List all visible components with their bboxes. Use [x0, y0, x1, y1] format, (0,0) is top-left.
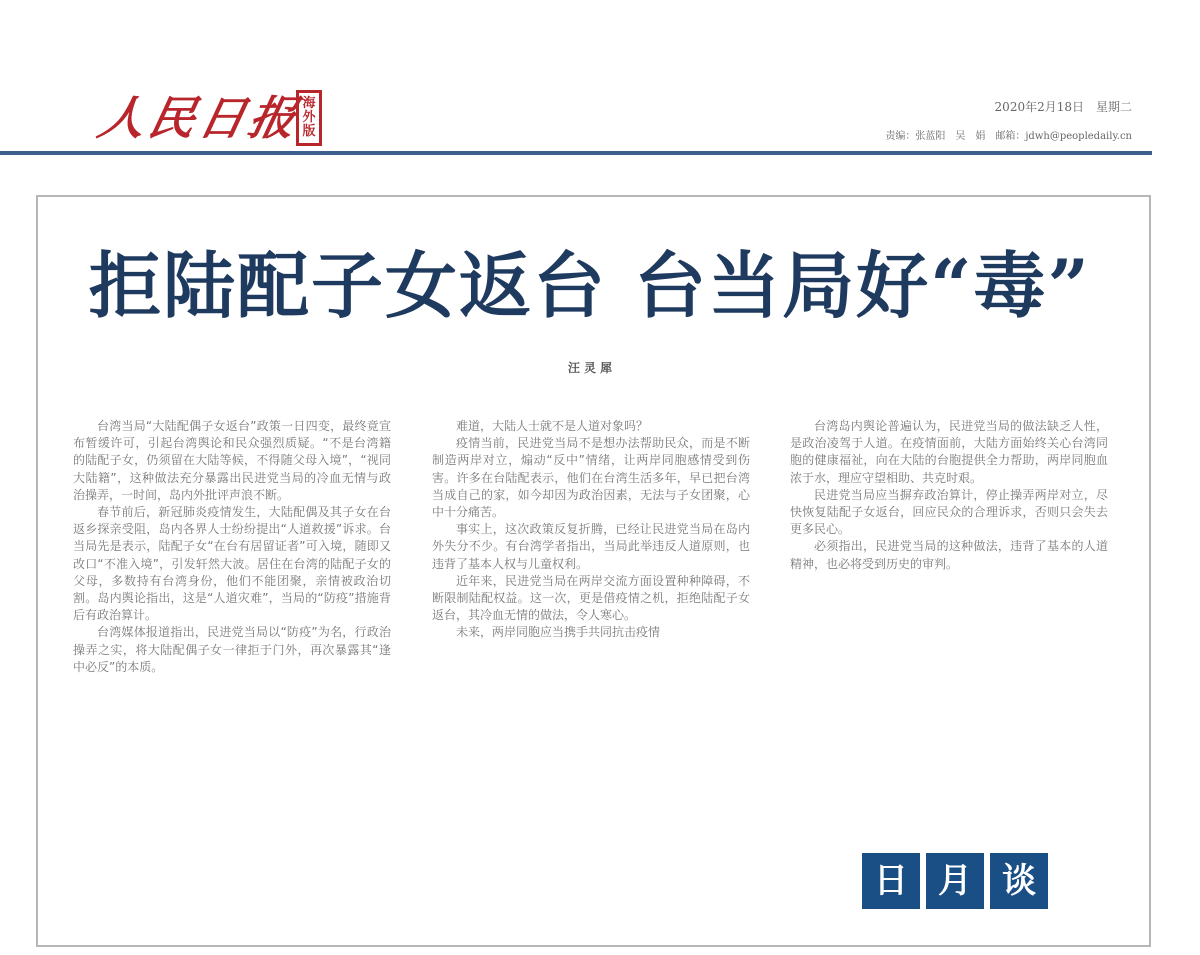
badge-char: 日 [862, 853, 920, 909]
paragraph: 事实上，这次政策反复折腾，已经让民进党当局在岛内外失分不少。有台湾学者指出，当局此举违反人道原则，也违背了基本人权与儿童权利。 [432, 522, 750, 571]
masthead [0, 0, 1200, 170]
paragraph: 难道，大陆人士就不是人道对象吗？ [456, 419, 649, 433]
paragraph: 疫情当前，民进党当局不是想办法帮助民众，而是不断制造两岸对立，煽动“反中”情绪，让两岸同胞感情受到伤害。许多在台陆配表示，他们在台湾生活多年，早已把台湾当成自己的家，如今却因为政治因素，无法与子女团聚，心中十分痛苦。 [432, 436, 750, 520]
paragraph: 春节前后，新冠肺炎疫情发生，大陆配偶及其子女在台返乡探亲受阻，岛内各界人士纷纷提出“人道救援”诉求。台当局先是表示，陆配子女“在台有居留证者”可入境，随即又改口“不准入境”，引发轩然大波。居住在台湾的陆配子女的父母，多数持有台湾身份，他们不能团聚，亲情被政治切割。岛内舆论指出，这是“人道灾难”，当局的“防疫”措施背后有政治算计。 [73, 505, 391, 623]
article-column-2 [432, 418, 750, 914]
paragraph: 台湾岛内舆论普遍认为，民进党当局的做法缺乏人性，是政治凌驾于人道。在疫情面前，大陆方面始终关心台湾同胞的健康福祉，向在大陆的台胞提供全力帮助，两岸同胞血浓于水，理应守望相助、共克时艰。 [790, 419, 1108, 485]
paragraph: 必须指出，民进党当局的这种做法，违背了基本的人道精神，也必将受到历史的审判。 [790, 539, 1108, 571]
editor-credits: 责编：张蓝阳 吴 娟 邮箱：jdwh@peopledaily.cn [885, 131, 1132, 142]
badge-char: 月 [926, 853, 984, 909]
logo-seal: 海外版 [296, 90, 322, 146]
paragraph: 台湾媒体报道指出，民进党当局以“防疫”为名，行政治操弄之实，将大陆配偶子女一律拒于门外，再次暴露其“逢中必反”的本质。 [73, 625, 391, 674]
article-byline: 汪 灵 犀 [567, 361, 613, 375]
paragraph: 未来，两岸同胞应当携手共同抗击疫情 [456, 625, 661, 640]
column-badge [862, 853, 1048, 909]
article-column-3 [790, 418, 1108, 820]
masthead-rule [0, 151, 1152, 155]
paragraph: 民进党当局应当摒弃政治算计，停止操弄两岸对立，尽快恢复陆配子女返台，回应民众的合理诉求，否则只会失去更多民心。 [790, 487, 1108, 537]
article-column-1 [73, 418, 391, 930]
newspaper-logo: 人民日报 [93, 91, 306, 145]
paragraph: 近年来，民进党当局在两岸交流方面设置种种障碍，不断限制陆配权益。这一次，更是借疫情之机，拒绝陆配子女返台，其冷血无情的做法，令人寒心。 [432, 573, 750, 623]
paragraph: 台湾当局“大陆配偶子女返台”政策一日四变，最终竟宣布暂缓许可，引起台湾舆论和民众强烈质疑。“不是台湾籍的陆配子女，仍须留在大陆等候，不得随父母入境”，“视同大陆籍”，这种做法充分暴露出民进党当局的冷血无情与政治操弄，一时间，岛内外批评声浪不断。 [73, 419, 391, 502]
article-headline: 拒陆配子女返台 台当局好“毒” [89, 243, 1091, 328]
badge-char: 谈 [990, 853, 1048, 909]
issue-date: 2020年2月18日 星期二 [994, 100, 1132, 114]
